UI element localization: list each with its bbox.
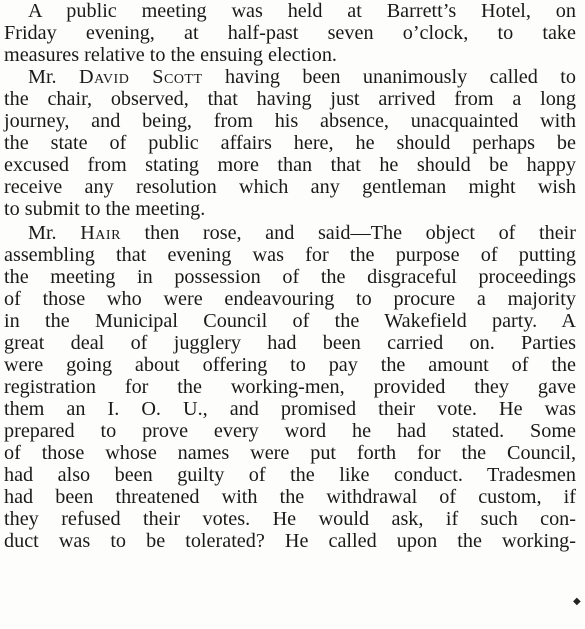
paragraph-3-line-9: them an I. O. U., and promised their vote. He was xyxy=(4,398,576,420)
paragraph-2-line-3: journey, and being, from his absence, unacquainted with xyxy=(4,110,576,132)
paragraph-3-line-10: prepared to prove every word he had stated. Some xyxy=(4,420,576,442)
paragraph-2-line-6: receive any resolution which any gentleman might wish xyxy=(4,176,576,198)
paragraph-3-line-11: of those whose names were put forth for the Council, xyxy=(4,442,576,464)
paragraph-3-line-5: in the Municipal Council of the Wakefield party. A xyxy=(4,310,576,332)
paragraph-1-line-3: measures relative to the ensuing election. xyxy=(4,44,337,66)
paragraph-1-line-2: Friday evening, at half-past seven o’clock, to take xyxy=(4,22,576,44)
paragraph-2-first-line-text: having been unanimously called to xyxy=(202,66,577,88)
paragraph-3-line-13: had been threatened with the withdrawal of custom, if xyxy=(4,486,576,508)
paragraph-3-line-2: assembling that evening was for the purpose of putting xyxy=(4,244,576,266)
paragraph-3-line-7: were going about offering to pay the amount of the xyxy=(4,354,576,376)
paragraph-3-first-line-text: then rose, and said—The object of their xyxy=(120,222,576,244)
speaker-prefix: Mr. xyxy=(28,66,80,88)
paragraph-2-line-5: excused from stating more than that he should be happy xyxy=(4,154,576,176)
speaker-prefix: Mr. xyxy=(28,222,81,244)
paragraph-3-line-14: they refused their votes. He would ask, if such con- xyxy=(4,508,576,530)
paragraph-2-line-1 xyxy=(28,66,576,88)
paragraph-3-line-6: great deal of jugglery had been carried on. Parties xyxy=(4,332,576,354)
paragraph-3-line-15: duct was to be tolerated? He called upon the working- xyxy=(4,530,576,552)
speaker-name: Hair xyxy=(80,222,121,244)
paragraph-2-line-7: to submit to the meeting. xyxy=(4,198,206,220)
paragraph-3-line-1 xyxy=(28,222,576,244)
speaker-name: David Scott xyxy=(79,66,203,88)
paragraph-3-line-12: had also been guilty of the like conduct. Tradesmen xyxy=(4,464,576,486)
paragraph-1-line-1: A public meeting was held at Barrett’s Hotel, on xyxy=(28,0,576,22)
paragraph-2-line-4: the state of public affairs here, he should perhaps be xyxy=(4,132,576,154)
paragraph-3-line-3: the meeting in possession of the disgraceful proceedings xyxy=(4,266,576,288)
paragraph-3-line-4: of those who were endeavouring to procure a majority xyxy=(4,288,576,310)
paragraph-3-line-8: registration for the working-men, provided they gave xyxy=(4,376,576,398)
paragraph-2-line-2: the chair, observed, that having just arrived from a long xyxy=(4,88,576,110)
ink-speck: ◆ xyxy=(573,596,581,607)
